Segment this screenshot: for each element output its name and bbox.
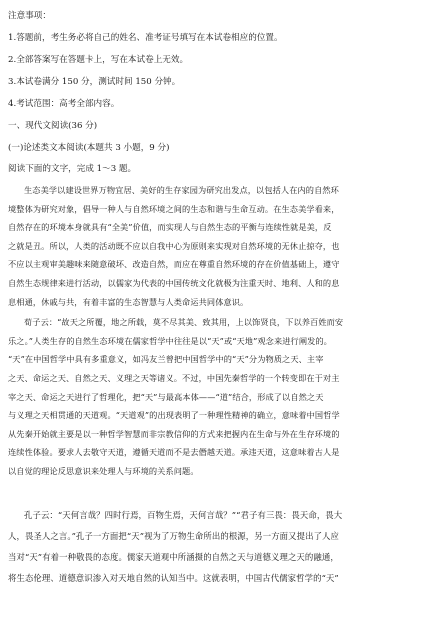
paragraph-2 bbox=[8, 313, 424, 480]
paragraph-line: 与义理之天相贯通的天道观。“天道观”的出现表明了一种理性精神的确立，意味着中国哲学 bbox=[8, 410, 340, 421]
paragraph-line: 连续性体验。要求人去敬守天道，遵循天道而不是去僭越天道。承违天道，这意味着古人是 bbox=[8, 447, 340, 458]
paragraph-line: 荀子云：“故天之所覆，地之所载，莫不尽其美、致其用，上以饰贤良，下以养百姓而安 bbox=[24, 317, 344, 328]
exam-page bbox=[8, 10, 424, 589]
paragraph-line: 境整体为研究对象，倡导一种人与自然环境之间的生态和谐与生命互动。在生态美学看来， bbox=[8, 203, 340, 214]
paragraph-line: 将生态伦理、道德意识渗入对天地自然的认知当中。这就表明，中国古代儒家哲学的“天” bbox=[8, 572, 339, 583]
reading-instruction: 阅读下面的文字，完成 1～3 题。 bbox=[8, 164, 137, 174]
section-title: 一、现代文阅读(36 分) bbox=[8, 121, 98, 131]
paragraph-line: 之天、命运之天、自然之天、义理之天等诸义。不过，中国先秦哲学的一个转变即在于对主 bbox=[8, 372, 340, 383]
paragraph-line: 生态美学以建设世界万物宜居、美好的生存家园为研究出发点，以包括人在内的自然环 bbox=[24, 185, 339, 195]
notice-item-4: 4.考试范围：高考全部内容。 bbox=[8, 99, 120, 109]
paragraph-line: 自然生态规律来进行活动，以儒家为代表的中国传统文化就极为注重天时、地利、人和的息 bbox=[8, 277, 340, 288]
paragraph-line: 当对“天”有着一种敬畏的态度。儒家天道观中所涵摄的自然之天与道德义理之天的融通， bbox=[8, 551, 339, 562]
notice-item-3: 3.本试卷满分 150 分，测试时间 150 分钟。 bbox=[8, 77, 181, 87]
paragraph-line: 人，畏圣人之言。”孔子一方面把“天”视为了万物生命所出的根源，另一方面又提出了人应 bbox=[8, 530, 339, 541]
paragraph-line: 自然存在的环境本身就具有“全美”价值，而实现人与自然生态的平衡与连续性就是美，反 bbox=[8, 222, 332, 233]
paragraph-3 bbox=[8, 505, 424, 589]
paragraph-line: 不应以主观审美趣味来随意破坏、改造自然，而应在尊重自然环境的存在价值基础上，遵守 bbox=[8, 259, 340, 270]
notice-item-1: 1.答题前，考生务必将自己的姓名、准考证号填写在本试卷相应的位置。 bbox=[8, 33, 283, 43]
paragraph-line: 以自觉的理论反思意识来处理人与环境的关系问题。 bbox=[8, 465, 199, 476]
notice-block bbox=[8, 10, 424, 110]
paragraph-line: 息相通，休戚与共，有着丰富的生态智慧与人类命运共同体意识。 bbox=[8, 296, 249, 307]
notice-title: 注意事项： bbox=[8, 11, 51, 21]
paragraph-line: 从先秦开始就主要是以一种哲学智慧而非宗教信仰的方式来把握内在生命与外在生存环境的 bbox=[8, 428, 340, 439]
section-subtitle: (一)论述类文本阅读(本题共 3 小题，9 分) bbox=[8, 143, 170, 153]
notice-item-2: 2.全部答案写在答题卡上，写在本试卷上无效。 bbox=[8, 55, 189, 65]
paragraph-1 bbox=[8, 181, 424, 311]
paragraph-line: 乐之。”人类生存的自然生态环境在儒家哲学中往往是以“天”或“天地”观念来进行阐发的。 bbox=[8, 335, 332, 346]
paragraph-line: 宰之天、命运之天进行了哲理化，把“天”与最高本体——“道”结合，形成了以自然之天 bbox=[8, 391, 324, 402]
paragraph-line: “天”在中国哲学中具有多重意义，如冯友兰曾把中国哲学中的“天”分为物质之天、主宰 bbox=[8, 354, 324, 365]
paragraph-line: 之就是丑。所以，人类的活动既不应以自我中心为原则来实现对自然环境的无休止掠夺，也 bbox=[8, 240, 340, 251]
paragraph-line: 孔子云：“天何言哉？四时行焉，百物生焉，天何言哉？”“君子有三畏：畏天命，畏大 bbox=[24, 509, 343, 520]
